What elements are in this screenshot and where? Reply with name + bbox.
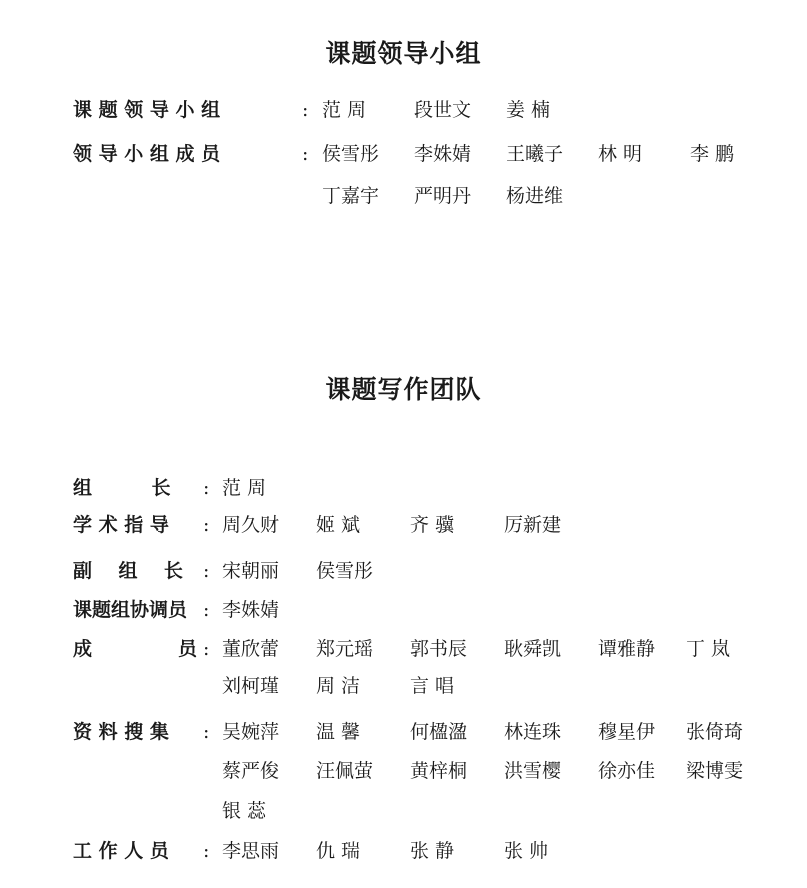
member-name: 姜 楠 <box>506 99 551 121</box>
member-name: 丁嘉宇 <box>322 185 380 207</box>
member-name: 张倚琦 <box>686 721 744 743</box>
member-name: 厉新建 <box>504 514 562 536</box>
role-colon: : <box>203 599 210 621</box>
member-name: 张 静 <box>410 840 455 862</box>
role-label: 学 术 指 导 <box>73 514 169 536</box>
member-name: 徐亦佳 <box>598 760 656 782</box>
member-name: 林连珠 <box>504 721 562 743</box>
member-name: 李思雨 <box>222 840 280 862</box>
member-name: 洪雪樱 <box>504 760 562 782</box>
member-name: 张 帅 <box>504 840 549 862</box>
member-name: 汪佩萤 <box>316 760 374 782</box>
member-name: 何楹溋 <box>410 721 468 743</box>
member-name: 仇 瑞 <box>316 840 361 862</box>
role-colon: : <box>302 143 309 165</box>
role-colon: : <box>203 721 210 743</box>
member-name: 丁 岚 <box>686 638 731 660</box>
member-name: 银 蕊 <box>222 800 267 822</box>
member-name: 耿舜凯 <box>504 638 562 660</box>
member-name: 谭雅静 <box>598 638 656 660</box>
role-label: 资 料 搜 集 <box>73 721 169 743</box>
member-name: 言 唱 <box>410 675 455 697</box>
role-colon: : <box>302 99 309 121</box>
role-colon: : <box>203 560 210 582</box>
member-name: 李 鹏 <box>690 143 735 165</box>
member-name: 黄梓桐 <box>410 760 468 782</box>
member-name: 温 馨 <box>316 721 361 743</box>
role-colon: : <box>203 840 210 862</box>
role-label: 课题组协调员 <box>73 599 188 621</box>
role-colon: : <box>203 477 210 499</box>
role-colon: : <box>203 638 210 660</box>
member-name: 周 洁 <box>316 675 361 697</box>
member-name: 刘柯瑾 <box>222 675 280 697</box>
section-title-leadership: 课题领导小组 <box>325 39 482 68</box>
member-name: 梁博雯 <box>686 760 744 782</box>
member-name: 郭书辰 <box>410 638 468 660</box>
role-label: 工 作 人 员 <box>73 840 169 862</box>
role-label: 成 员 <box>73 638 197 660</box>
member-name: 郑元瑶 <box>316 638 374 660</box>
role-label: 组 长 <box>73 477 171 499</box>
member-name: 范 周 <box>322 99 367 121</box>
member-name: 杨进维 <box>506 185 564 207</box>
member-name: 姬 斌 <box>316 514 361 536</box>
member-name: 段世文 <box>414 99 472 121</box>
member-name: 侯雪彤 <box>316 560 374 582</box>
member-name: 李姝婧 <box>414 143 472 165</box>
member-name: 蔡严俊 <box>222 760 280 782</box>
member-name: 周久财 <box>222 514 280 536</box>
member-name: 侯雪彤 <box>322 143 380 165</box>
role-label: 副 组 长 <box>73 560 183 582</box>
role-label: 课 题 领 导 小 组 <box>73 99 221 121</box>
role-label: 领 导 小 组 成 员 <box>73 143 221 165</box>
member-name: 王曦子 <box>506 143 564 165</box>
member-name: 董欣蕾 <box>222 638 280 660</box>
section-title-writing-team: 课题写作团队 <box>325 375 482 404</box>
member-name: 严明丹 <box>414 185 472 207</box>
member-name: 齐 骥 <box>410 514 455 536</box>
member-name: 吴婉萍 <box>222 721 280 743</box>
member-name: 李姝婧 <box>222 599 280 621</box>
role-colon: : <box>203 514 210 536</box>
member-name: 穆星伊 <box>598 721 656 743</box>
member-name: 范 周 <box>222 477 267 499</box>
member-name: 宋朝丽 <box>222 560 280 582</box>
member-name: 林 明 <box>598 143 643 165</box>
